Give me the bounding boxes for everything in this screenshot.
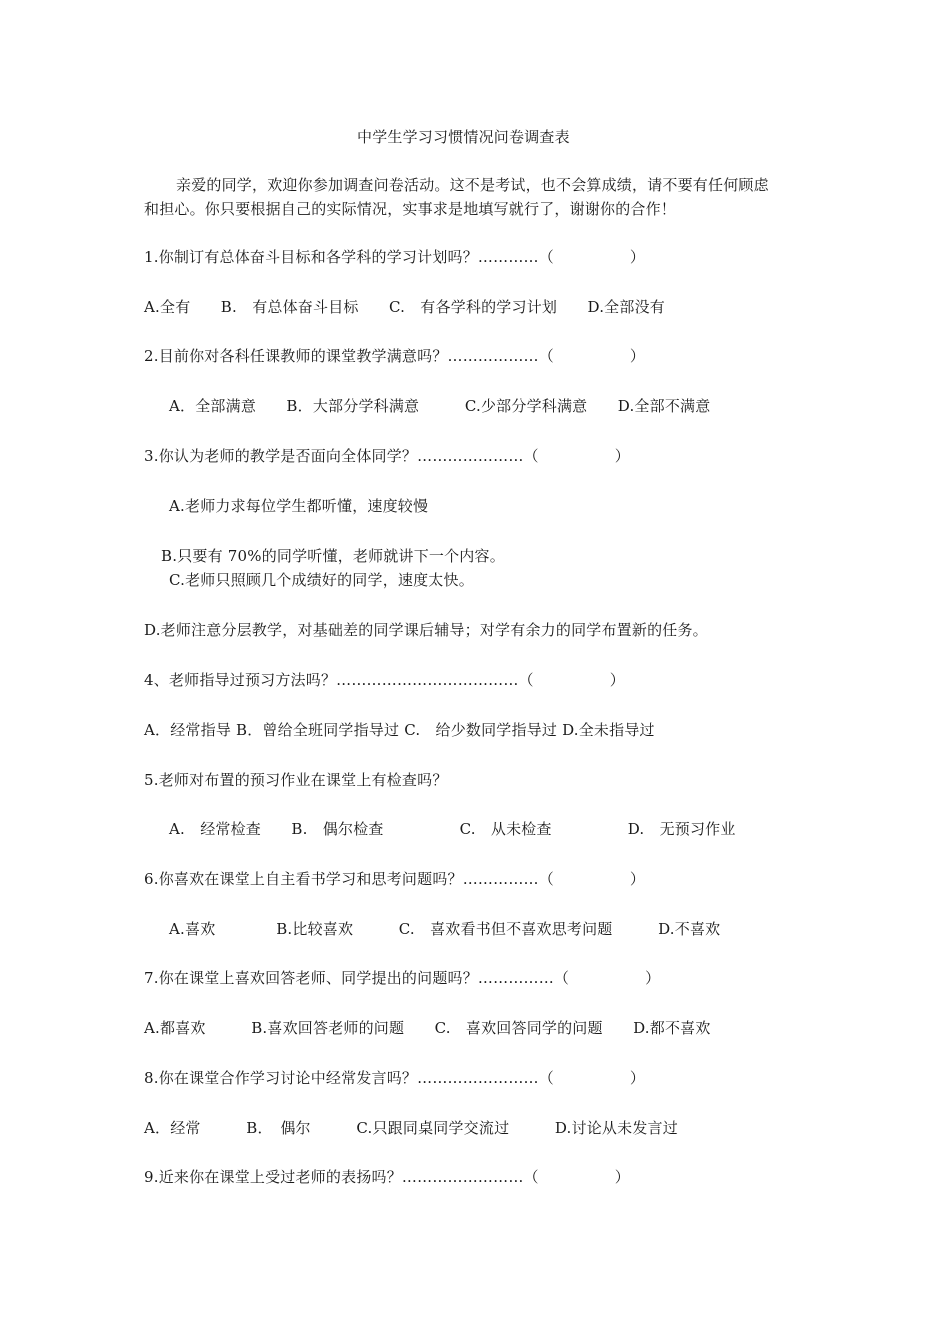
question-3: 3.你认为老师的教学是否面向全体同学？…………………（ ）	[144, 447, 630, 465]
question-8: 8.你在课堂合作学习讨论中经常发言吗？……………………（ ）	[144, 1069, 646, 1087]
question-1-options: A.全有 B. 有总体奋斗目标 C. 有各学科的学习计划 D.全部没有	[144, 298, 665, 316]
question-3-option-b: B.只要有 70%的同学听懂，老师就讲下一个内容。	[161, 547, 505, 565]
document-title: 中学生学习习惯情况问卷调查表	[357, 128, 570, 146]
question-6: 6.你喜欢在课堂上自主看书学习和思考问题吗？……………（ ）	[144, 870, 646, 888]
question-3-option-d: D.老师注意分层教学，对基础差的同学课后辅导；对学有余力的同学布置新的任务。	[144, 621, 708, 639]
question-7: 7.你在课堂上喜欢回答老师、同学提出的问题吗？……………（ ）	[144, 969, 661, 987]
question-6-options: A.喜欢 B.比较喜欢 C. 喜欢看书但不喜欢思考问题 D.不喜欢	[169, 920, 721, 938]
intro-line-2: 和担心。你只要根据自己的实际情况，实事求是地填写就行了，谢谢你的合作！	[144, 200, 677, 218]
question-9: 9.近来你在课堂上受过老师的表扬吗？……………………（ ）	[144, 1168, 630, 1186]
question-4: 4、老师指导过预习方法吗？………………………………（ ）	[144, 671, 625, 689]
question-2-options: A．全部满意 B．大部分学科满意 C.少部分学科满意 D.全部不满意	[169, 397, 711, 415]
question-5-options: A. 经常检查 B. 偶尔检查 C. 从未检查 D. 无预习作业	[169, 820, 736, 838]
question-4-options: A．经常指导 B．曾给全班同学指导过 C. 给少数同学指导过 D.全未指导过	[144, 721, 655, 739]
question-2: 2.目前你对各科任课教师的课堂教学满意吗？………………（ ）	[144, 347, 646, 365]
question-5: 5.老师对布置的预习作业在课堂上有检查吗？	[144, 771, 448, 789]
question-3-option-a: A.老师力求每位学生都听懂，速度较慢	[169, 497, 429, 515]
question-1: 1.你制订有总体奋斗目标和各学科的学习计划吗？…………（ ）	[144, 248, 646, 266]
question-8-options: A．经常 B． 偶尔 C.只跟同桌同学交流过 D.讨论从未发言过	[144, 1119, 678, 1137]
question-3-option-c: C.老师只照顾几个成绩好的同学，速度太快。	[169, 571, 474, 589]
intro-line-1: 亲爱的同学，欢迎你参加调查问卷活动。这不是考试，也不会算成绩，请不要有任何顾虑	[176, 176, 769, 194]
question-7-options: A.都喜欢 B.喜欢回答老师的问题 C. 喜欢回答同学的问题 D.都不喜欢	[144, 1019, 711, 1037]
